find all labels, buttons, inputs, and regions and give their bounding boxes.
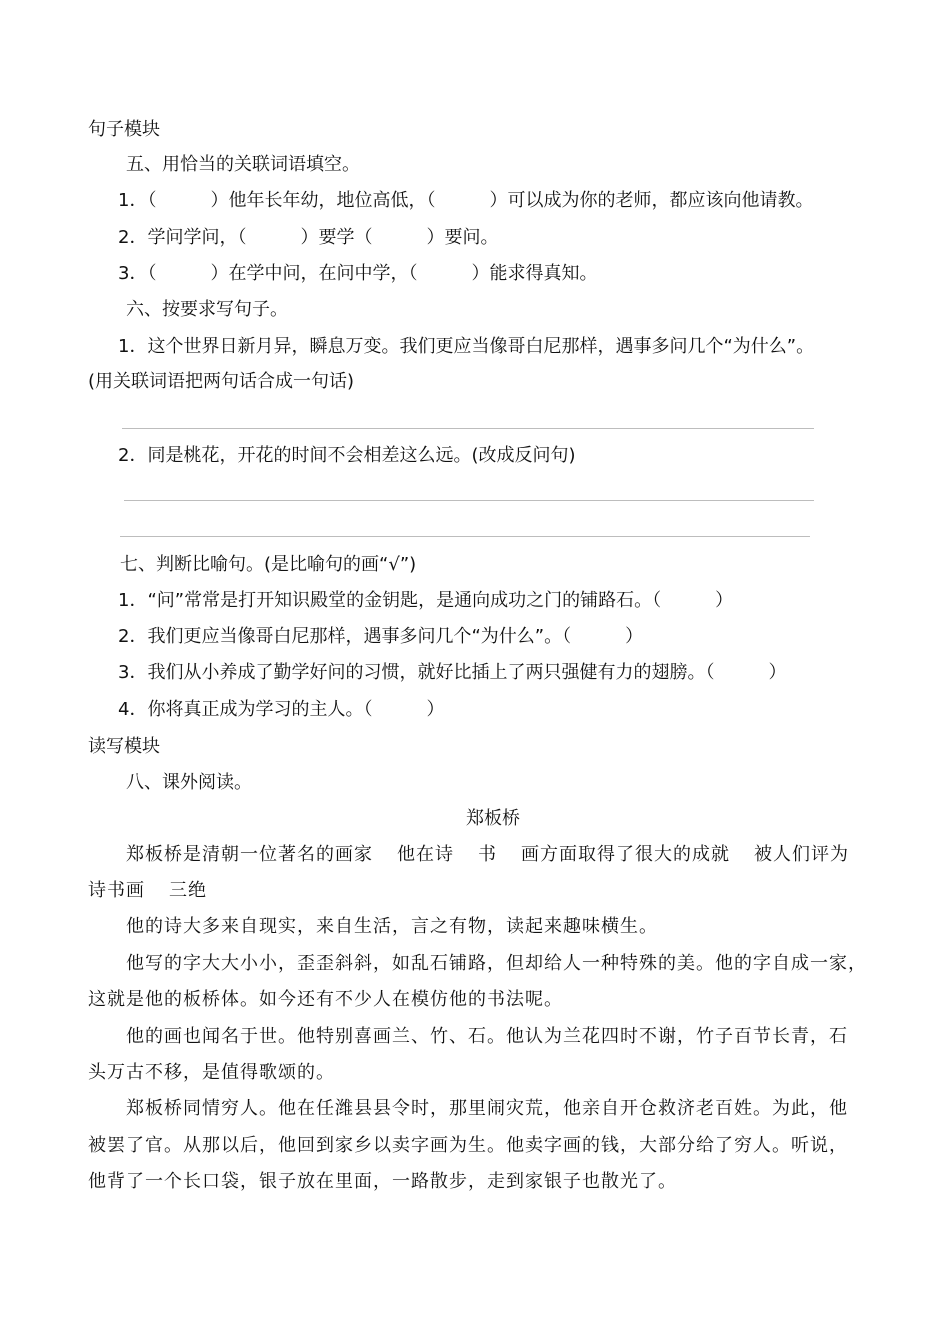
article-paragraph-4-line-2: 头万古不移，是值得歌颂的。 [88, 1062, 335, 1083]
q7-item-1: 1．“问”常常是打开知识殿堂的金钥匙，是通向成功之门的铺路石。（ ） [118, 590, 734, 611]
article-paragraph-5-line-2: 被罢了官。从那以后，他回到家乡以卖字画为生。他卖字画的钱，大部分给了穷人。听说， [88, 1135, 848, 1156]
q6-item-2: 2．同是桃花，开花的时间不会相差这么远。(改成反问句) [118, 445, 576, 466]
q8-title: 八、课外阅读。 [126, 772, 252, 793]
q7-item-4: 4．你将真正成为学习的主人。（ ） [118, 699, 445, 720]
article-paragraph-3-line-2: 这就是他的板桥体。如今还有不少人在模仿他的书法呢。 [88, 989, 563, 1010]
q7-item-2: 2．我们更应当像哥白尼那样，遇事多问几个“为什么”。（ ） [118, 626, 644, 647]
article-paragraph-3-line-1: 他写的字大大小小，歪歪斜斜，如乱石铺路，但却给人一种特殊的美。他的字自成一家， [126, 953, 867, 974]
section-heading-reading: 读写模块 [88, 736, 160, 757]
q5-item-3: 3．（ ）在学中问，在问中学，（ ）能求得真知。 [118, 263, 598, 284]
q5-item-1: 1．（ ）他年长年幼，地位高低，（ ）可以成为你的老师，都应该向他请教。 [118, 190, 814, 211]
q7-item-3: 3．我们从小养成了勤学好问的习惯，就好比插上了两只强健有力的翅膀。（ ） [118, 662, 787, 683]
q7-title: 七、判断比喻句。(是比喻句的画“√”) [120, 554, 417, 575]
answer-line[interactable] [124, 500, 814, 501]
article-paragraph-5-line-1: 郑板桥同情穷人。他在任潍县县令时，那里闹灾荒，他亲自开仓救济老百姓。为此，他 [126, 1098, 848, 1119]
q6-item-1-line-2: (用关联词语把两句话合成一句话) [88, 371, 355, 392]
section-heading-sentence: 句子模块 [88, 119, 160, 140]
q6-item-1-line-1: 1．这个世界日新月异，瞬息万变。我们更应当像哥白尼那样，遇事多问几个“为什么”。 [118, 336, 815, 357]
article-title: 郑板桥 [466, 808, 520, 829]
article-paragraph-1-line-1: 郑板桥是清朝一位著名的画家 他在诗 书 画方面取得了很大的成就 被人们评为 [126, 844, 849, 865]
q6-title: 六、按要求写句子。 [126, 299, 288, 320]
article-paragraph-5-line-3: 他背了一个长口袋，银子放在里面，一路散步，走到家银子也散光了。 [88, 1171, 677, 1192]
q5-item-2: 2．学问学问，（ ）要学（ ）要问。 [118, 227, 499, 248]
answer-line[interactable] [120, 536, 810, 537]
article-paragraph-4-line-1: 他的画也闻名于世。他特别喜画兰、竹、石。他认为兰花四时不谢，竹子百节长青，石 [126, 1026, 848, 1047]
q5-title: 五、用恰当的关联词语填空。 [126, 154, 360, 175]
article-paragraph-1-line-2: 诗书画 三绝 [88, 880, 207, 901]
article-paragraph-2: 他的诗大多来自现实，来自生活，言之有物，读起来趣味横生。 [126, 916, 658, 937]
answer-line[interactable] [122, 428, 814, 429]
